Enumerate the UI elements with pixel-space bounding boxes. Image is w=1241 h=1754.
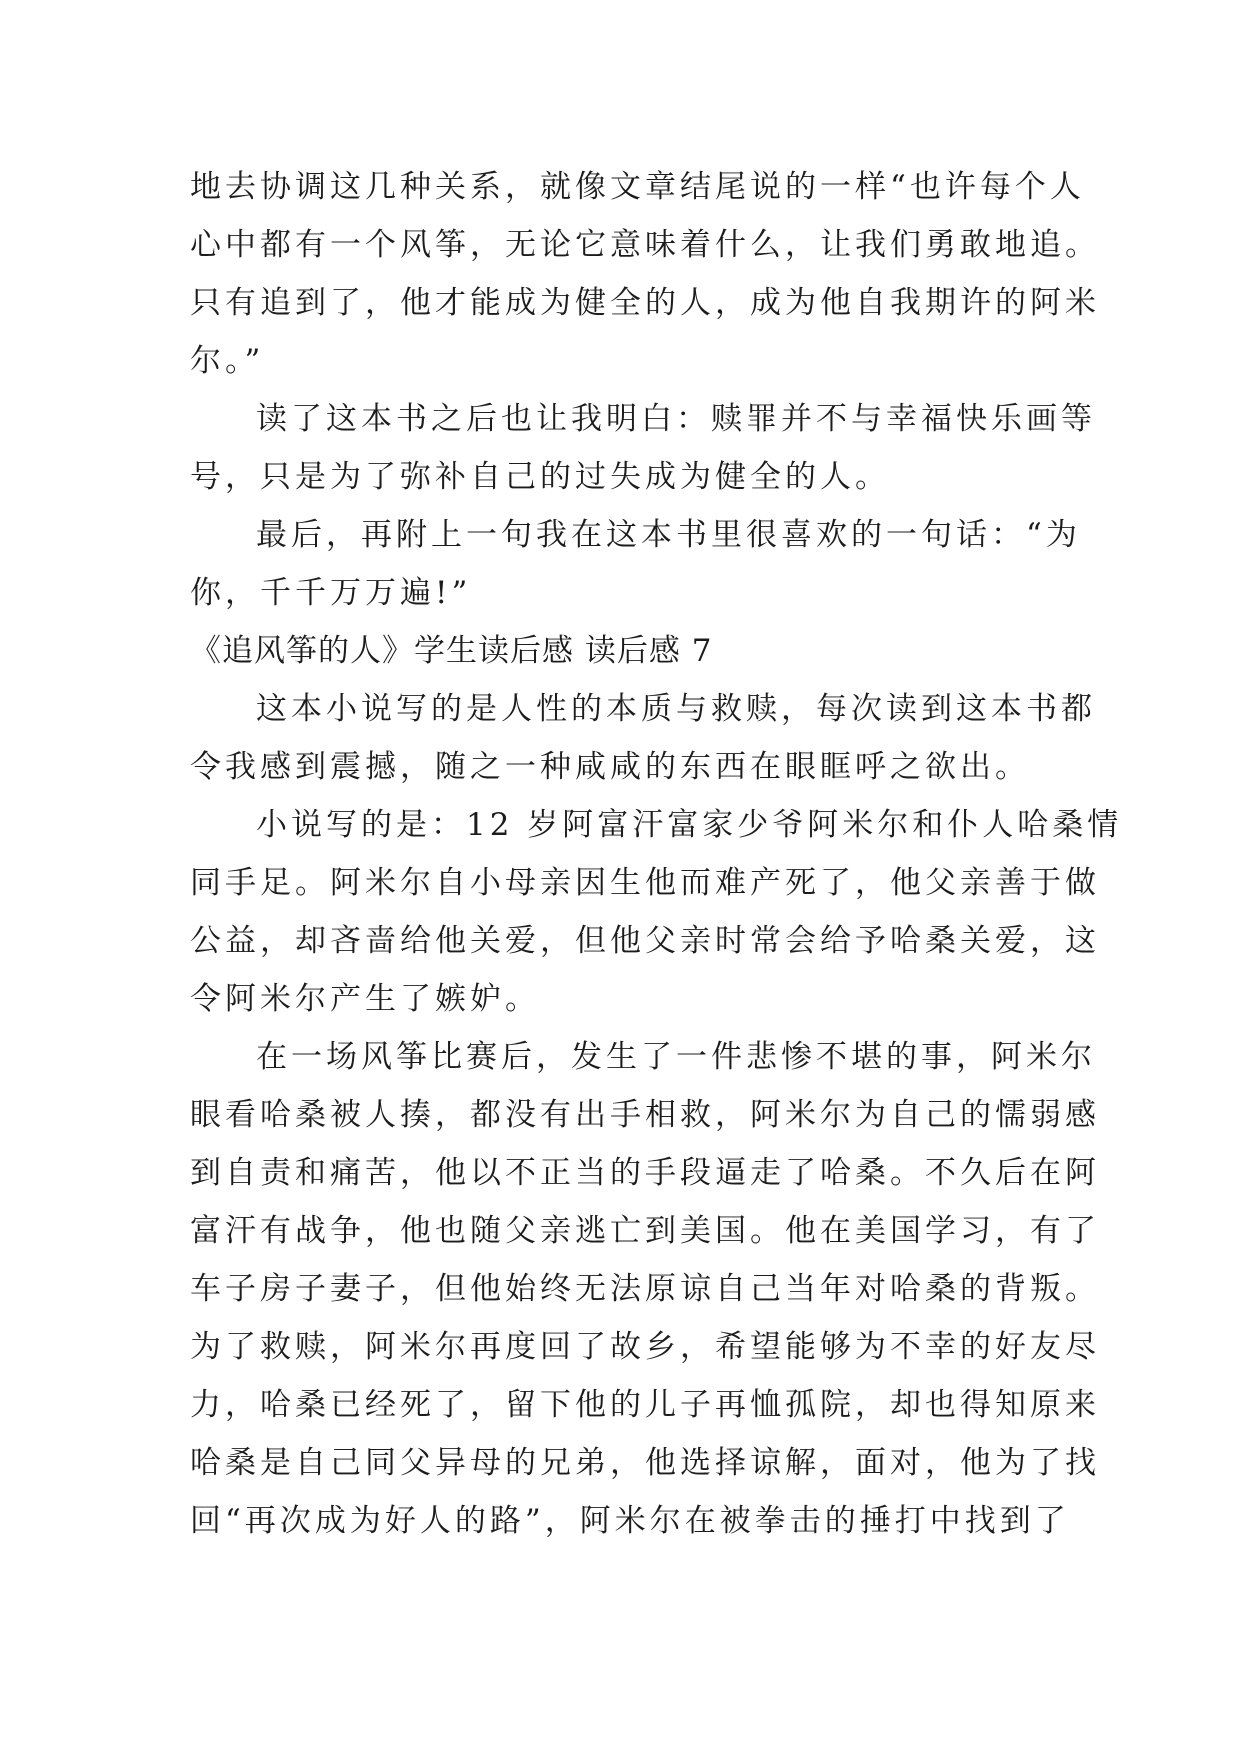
text-line: 到自责和痛苦，他以不正当的手段逼走了哈桑。不久后在阿 (190, 1155, 1100, 1191)
text-line: 这本小说写的是人性的本质与救赎，每次读到这本书都 (256, 691, 1096, 727)
text-line: 车子房子妻子，但他始终无法原谅自己当年对哈桑的背叛。 (190, 1271, 1100, 1307)
paragraph (190, 158, 1100, 390)
paragraph (190, 1028, 1100, 1550)
text-line: 哈桑是自己同父异母的兄弟，他选择谅解，面对，他为了找 (190, 1445, 1100, 1481)
paragraph (190, 796, 1123, 1028)
section-heading (190, 622, 1070, 680)
paragraph (190, 506, 1081, 622)
text-line: 同手足。阿米尔自小母亲因生他而难产死了，他父亲善于做 (190, 865, 1100, 901)
text-line: 号，只是为了弥补自己的过失成为健全的人。 (190, 459, 890, 495)
text-line: 小说写的是：12 岁阿富汗富家少爷阿米尔和仆人哈桑情 (256, 807, 1123, 843)
text-line: 在一场风筝比赛后，发生了一件悲惨不堪的事，阿米尔 (256, 1039, 1096, 1075)
paragraph (190, 680, 1096, 796)
text-line: 只有追到了，他才能成为健全的人，成为他自我期许的阿米 (190, 285, 1100, 321)
text-line: 令我感到震撼，随之一种咸咸的东西在眼眶呼之欲出。 (190, 749, 1030, 785)
text-line: 地去协调这几种关系，就像文章结尾说的一样“也许每个人 (190, 169, 1085, 205)
text-line: 回“再次成为好人的路”，阿米尔在被拳击的捶打中找到了 (190, 1503, 1070, 1539)
text-line: 眼看哈桑被人揍，都没有出手相救，阿米尔为自己的懦弱感 (190, 1097, 1100, 1133)
text-line: 公益，却吝啬给他关爱，但他父亲时常会给予哈桑关爱，这 (190, 923, 1100, 959)
text-line: 为了救赎，阿米尔再度回了故乡，希望能够为不幸的好友尽 (190, 1329, 1100, 1365)
text-line: 读了这本书之后也让我明白：赎罪并不与幸福快乐画等 (256, 401, 1096, 437)
paragraph (190, 390, 1096, 506)
document-body (190, 158, 1123, 1550)
text-line: 最后，再附上一句我在这本书里很喜欢的一句话：“为 (256, 517, 1081, 553)
text-line: 令阿米尔产生了嫉妒。 (190, 981, 540, 1017)
text-line: 富汗有战争，他也随父亲逃亡到美国。他在美国学习，有了 (190, 1213, 1100, 1249)
text-line: 力，哈桑已经死了，留下他的儿子再恤孤院，却也得知原来 (190, 1387, 1100, 1423)
text-line: 心中都有一个风筝，无论它意味着什么，让我们勇敢地追。 (190, 227, 1100, 263)
heading-line: 《追风筝的人》学生读后感 读后感 7 (190, 633, 713, 669)
text-line: 你，千千万万遍!” (190, 575, 472, 611)
text-line: 尔。” (190, 343, 265, 379)
